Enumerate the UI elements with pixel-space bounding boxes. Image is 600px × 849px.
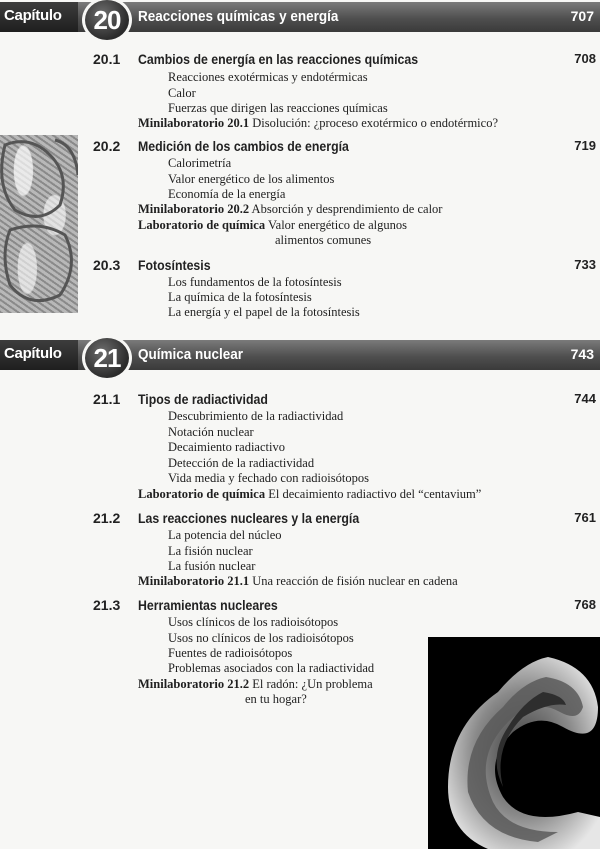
toc-item: Fuerzas que dirigen las reacciones químicas bbox=[168, 101, 388, 115]
radioisotope-scan-image bbox=[428, 637, 600, 849]
chapter-page: 743 bbox=[570, 346, 594, 362]
toc-item: Notación nuclear bbox=[168, 425, 254, 439]
section-title: Cambios de energía en las reacciones químicas bbox=[138, 51, 419, 67]
chapter-number-badge: 21 bbox=[82, 335, 132, 381]
toc-item: Reacciones exotérmicas y endotérmicas bbox=[168, 70, 368, 84]
lab-text: Una reacción de fisión nuclear en cadena bbox=[252, 574, 458, 588]
chapter-label-box bbox=[0, 2, 78, 32]
lab-entry bbox=[138, 116, 498, 131]
section-title: Las reacciones nucleares y la energía bbox=[138, 510, 360, 526]
chapter-header-20 bbox=[0, 2, 600, 35]
section-page: 708 bbox=[574, 51, 596, 66]
chapter-title: Química nuclear bbox=[138, 346, 244, 363]
toc-item: Los fundamentos de la fotosíntesis bbox=[168, 275, 342, 289]
lab-text: Valor energético de algunos bbox=[268, 218, 407, 232]
lab-text: Disolución: ¿proceso exotérmico o endotérmico? bbox=[252, 116, 498, 130]
section-title: Herramientas nucleares bbox=[138, 597, 278, 613]
toc-item: Vida media y fechado con radioisótopos bbox=[168, 471, 369, 485]
section-title: Tipos de radiactividad bbox=[138, 391, 268, 407]
section-page: 733 bbox=[574, 257, 596, 272]
section-number: 21.2 bbox=[93, 510, 121, 526]
toc-item: La fusión nuclear bbox=[168, 559, 256, 573]
lab-kind: Laboratorio de química bbox=[138, 487, 266, 501]
lab-entry bbox=[138, 677, 373, 692]
toc-item: Problemas asociados con la radiactividad bbox=[168, 661, 375, 675]
chapter-label: Capítulo bbox=[4, 7, 62, 24]
toc-item: Usos no clínicos de los radioisótopos bbox=[168, 631, 354, 645]
section-page: 719 bbox=[574, 138, 596, 153]
section-number: 20.2 bbox=[93, 138, 121, 154]
toc-item: Detección de la radiactividad bbox=[168, 456, 315, 470]
lab-text: El decaimiento radiactivo del “centavium” bbox=[268, 487, 482, 501]
section-page: 744 bbox=[574, 391, 596, 406]
lab-kind: Minilaboratorio 20.1 bbox=[138, 116, 250, 130]
section-page: 761 bbox=[574, 510, 596, 525]
toc-item: Calorimetría bbox=[168, 156, 232, 170]
toc-item: La potencia del núcleo bbox=[168, 528, 282, 542]
lab-kind: Minilaboratorio 21.1 bbox=[138, 574, 250, 588]
section-title: Medición de los cambios de energía bbox=[138, 138, 349, 154]
section-number: 21.1 bbox=[93, 391, 121, 407]
toc-item: Decaimiento radiactivo bbox=[168, 440, 285, 454]
lab-kind: Laboratorio de química bbox=[138, 218, 266, 232]
chapter-page: 707 bbox=[570, 8, 594, 24]
lab-text: El radón: ¿Un problema bbox=[252, 677, 373, 691]
chapter-label-box bbox=[0, 340, 78, 370]
toc-item: La fisión nuclear bbox=[168, 544, 253, 558]
lab-kind: Minilaboratorio 20.2 bbox=[138, 202, 250, 216]
cell-outline-graphic bbox=[0, 135, 78, 313]
lab-text-continued: en tu hogar? bbox=[245, 692, 307, 706]
toc-item: La química de la fotosíntesis bbox=[168, 290, 312, 304]
section-number: 21.3 bbox=[93, 597, 121, 613]
chapter-number-badge: 20 bbox=[82, 0, 132, 43]
toc-item: Fuentes de radioisótopos bbox=[168, 646, 293, 660]
toc-item: La energía y el papel de la fotosíntesis bbox=[168, 305, 360, 319]
cell-micrograph-image bbox=[0, 135, 78, 313]
lab-text: Absorción y desprendimiento de calor bbox=[251, 202, 443, 216]
scan-graphic bbox=[428, 637, 600, 849]
section-page: 768 bbox=[574, 597, 596, 612]
chapter-label: Capítulo bbox=[4, 345, 62, 362]
lab-entry bbox=[138, 487, 481, 502]
chapter-header-21 bbox=[0, 340, 600, 373]
chapter-title: Reacciones químicas y energía bbox=[138, 8, 339, 25]
lab-kind: Minilaboratorio 21.2 bbox=[138, 677, 250, 691]
toc-item: Descubrimiento de la radiactividad bbox=[168, 409, 344, 423]
section-number: 20.3 bbox=[93, 257, 121, 273]
section-title: Fotosíntesis bbox=[138, 257, 211, 273]
toc-item: Economía de la energía bbox=[168, 187, 286, 201]
lab-entry bbox=[138, 574, 458, 589]
lab-entry bbox=[138, 218, 407, 233]
toc-item: Usos clínicos de los radioisótopos bbox=[168, 615, 339, 629]
lab-text-continued: alimentos comunes bbox=[275, 233, 372, 247]
lab-entry bbox=[138, 202, 442, 217]
toc-item: Valor energético de los alimentos bbox=[168, 172, 335, 186]
toc-item: Calor bbox=[168, 86, 196, 100]
section-number: 20.1 bbox=[93, 51, 121, 67]
